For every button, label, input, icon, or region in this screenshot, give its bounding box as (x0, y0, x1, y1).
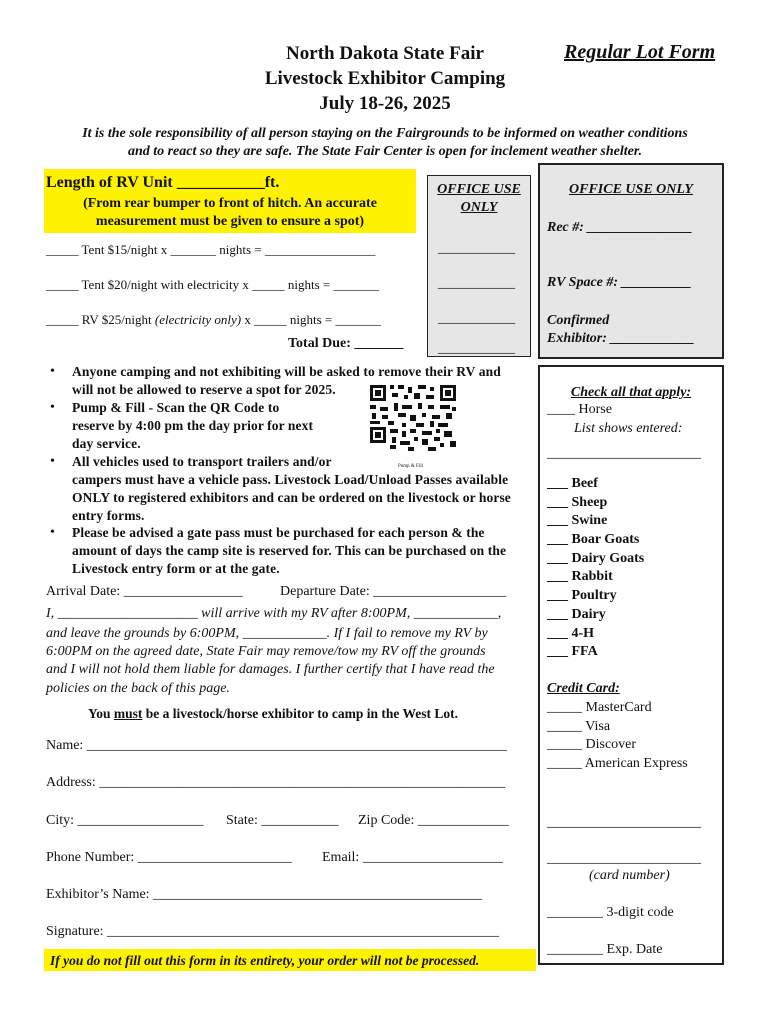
form-type-heading: Regular Lot Form (564, 41, 716, 63)
office-blank-3[interactable]: ___________ (438, 311, 515, 326)
bullet-3: • (50, 454, 55, 469)
card-cvv-field[interactable]: ________ 3-digit code (547, 905, 674, 920)
signature-field[interactable]: Signature: ________________________________________________________ (46, 924, 500, 939)
name-field[interactable]: Name: ____________________________________________________________ (46, 738, 507, 753)
notice-line-2: and to react so they are safe. The State Fair Center is open for inclement weather shelter. (127, 144, 643, 159)
departure-date-field[interactable]: Departure Date: ___________________ (280, 584, 507, 599)
list-shows-label: List shows entered: (574, 421, 683, 436)
card-exp-field[interactable]: ________ Exp. Date (547, 942, 663, 957)
bullet-1: • (50, 364, 55, 379)
email-field[interactable]: Email: ____________________ (322, 850, 503, 865)
agreement-line-4: and I will not hold them liable for damages. I further certify that I have read the (46, 662, 495, 677)
confirmed-label: Confirmed (547, 313, 610, 328)
bullet-3-line-3: ONLY to registered exhibitors and can be ordered on the livestock or horse (72, 490, 511, 505)
card-discover[interactable]: _____ Discover (547, 737, 637, 752)
office-blank-4[interactable]: ___________ (438, 341, 515, 356)
bullet-2-line-3: day service. (72, 436, 141, 451)
agreement-line-3: 6:00PM on the agreed date, State Fair may remove/tow my RV off the grounds (46, 644, 486, 659)
pump-fill-qr-code[interactable] (368, 383, 458, 453)
checkbox-beef[interactable]: ___ Beef (547, 476, 598, 491)
card-mastercard[interactable]: _____ MasterCard (547, 700, 652, 715)
agreement-line-1[interactable]: I, ____________________ will arrive with my RV after 8:00PM, ____________, (46, 606, 502, 621)
agreement-line-5: policies on the back of this page. (46, 681, 230, 696)
arrival-date-field[interactable]: Arrival Date: _________________ (46, 584, 243, 599)
rv-note-line-2: measurement must be given to ensure a spot) (95, 214, 365, 229)
office-use-small-line-2: ONLY (460, 200, 498, 215)
bullet-4-line-3: Livestock entry form or at the gate. (72, 561, 280, 576)
checkbox-dairy[interactable]: ___ Dairy (547, 607, 606, 622)
bullet-3-line-4: entry forms. (72, 508, 145, 523)
fee-tent[interactable]: _____ Tent $15/night x _______ nights = _________________ (46, 242, 376, 257)
bullet-1-line-1: Anyone camping and not exhibiting will be asked to remove their RV and (72, 364, 501, 379)
exhibitor-confirmed-field[interactable]: Exhibitor: ____________ (547, 331, 695, 346)
checkbox-dairy-goats[interactable]: ___ Dairy Goats (547, 551, 645, 566)
title-line-2: Livestock Exhibitor Camping (264, 68, 506, 89)
checkbox-boar-goats[interactable]: ___ Boar Goats (547, 532, 640, 547)
exhibitor-name-field[interactable]: Exhibitor’s Name: _______________________________________________ (46, 887, 483, 902)
checkbox-sheep[interactable]: ___ Sheep (547, 495, 608, 510)
card-number-label: (card number) (589, 868, 670, 883)
card-american-express[interactable]: _____ American Express (547, 756, 688, 771)
total-due-field[interactable]: Total Due: _______ (288, 336, 404, 351)
office-use-title: OFFICE USE ONLY (569, 182, 693, 197)
rec-number-field[interactable]: Rec #: _______________ (547, 220, 693, 235)
qr-caption: Pump & Fill (398, 464, 424, 469)
bullet-4-line-2: amount of days the camp site is reserved for. This can be purchased on the (72, 543, 507, 558)
fee-rv[interactable]: _____ RV $25/night (electricity only) x _____ nights = _______ (46, 312, 382, 327)
bullet-4-line-1: Please be advised a gate pass must be purchased for each person & the (72, 525, 485, 540)
zip-code-field[interactable]: Zip Code: _____________ (358, 813, 509, 828)
shows-entered-field[interactable]: ______________________ (547, 446, 701, 461)
bullet-3-line-2: campers must have a vehicle pass. Livestock Load/Unload Passes available (72, 472, 509, 487)
bullet-1-line-2: will not be allowed to reserve a spot for 2025. (72, 382, 336, 397)
checkbox-ffa[interactable]: ___ FFA (547, 644, 598, 659)
bullet-2-line-1: Pump & Fill - Scan the QR Code to (72, 400, 280, 415)
city-field[interactable]: City: __________________ (46, 813, 204, 828)
office-blank-2[interactable]: ___________ (438, 276, 515, 291)
office-use-small-line-1: OFFICE USE (437, 182, 521, 197)
card-blank-line[interactable]: ______________________ (547, 815, 701, 830)
fee-tent-electric[interactable]: _____ Tent $20/night with electricity x _____ nights = _______ (46, 277, 379, 292)
title-line-1: North Dakota State Fair (286, 43, 484, 64)
title-line-3: July 18-26, 2025 (319, 93, 451, 114)
checkbox-swine[interactable]: ___ Swine (547, 513, 608, 528)
rv-length-field[interactable]: Length of RV Unit ___________ft. (46, 174, 280, 191)
card-number-field[interactable]: ______________________ (547, 851, 701, 866)
state-field[interactable]: State: ___________ (226, 813, 339, 828)
phone-field[interactable]: Phone Number: ______________________ (46, 850, 292, 865)
office-blank-1[interactable]: ___________ (438, 241, 515, 256)
bullet-2-line-2: reserve by 4:00 pm the day prior for next (72, 418, 314, 433)
checkbox-4h[interactable]: ___ 4-H (547, 626, 595, 641)
bullet-4: • (50, 525, 55, 540)
footer-warning: If you do not fill out this form in its entirety, your order will not be processed. (50, 953, 480, 968)
credit-card-title: Credit Card: (547, 681, 620, 696)
checkbox-rabbit[interactable]: ___ Rabbit (547, 569, 613, 584)
rv-note-line-1: (From rear bumper to front of hitch. An accurate (83, 196, 377, 211)
horse-checkbox[interactable]: ____ Horse (547, 402, 612, 417)
bullet-3-line-1: All vehicles used to transport trailers and/or (72, 454, 332, 469)
rv-space-field[interactable]: RV Space #: __________ (547, 275, 692, 290)
exhibitor-requirement: You must be a livestock/horse exhibitor to camp in the West Lot. (88, 706, 459, 721)
bullet-2: • (50, 400, 55, 415)
notice-line-1: It is the sole responsibility of all person staying on the Fairgrounds to be informed on weather conditions (82, 126, 688, 141)
checkbox-poultry[interactable]: ___ Poultry (547, 588, 617, 603)
card-visa[interactable]: _____ Visa (547, 719, 611, 734)
agreement-line-2[interactable]: and leave the grounds by 6:00PM, ____________. If I fail to remove my RV by (46, 626, 488, 641)
check-all-title: Check all that apply: (570, 385, 692, 400)
address-field[interactable]: Address: __________________________________________________________ (46, 775, 506, 790)
